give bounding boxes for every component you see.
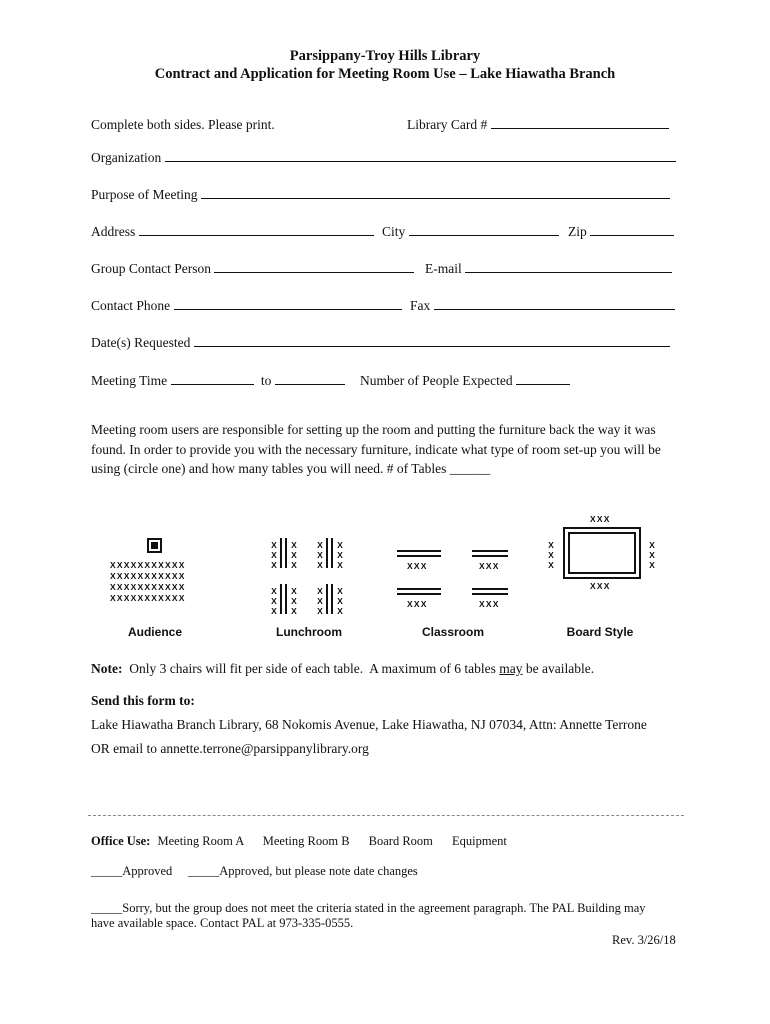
zip-field[interactable] — [568, 224, 674, 240]
fax-label: Fax — [410, 298, 431, 313]
classroom-chairs: XXX — [407, 561, 428, 571]
classroom-table — [397, 588, 441, 595]
office-equipment: Equipment — [452, 834, 507, 848]
dates-line[interactable] — [194, 335, 670, 347]
meeting-time-start-line[interactable] — [171, 373, 254, 385]
meeting-time-label: Meeting Time — [91, 373, 168, 388]
office-use-row — [91, 834, 507, 849]
audience-chairs — [110, 560, 186, 604]
email-field[interactable] — [425, 261, 672, 277]
office-room-a: Meeting Room A — [157, 834, 244, 848]
people-line[interactable] — [516, 373, 570, 385]
classroom-chairs: XXX — [479, 561, 500, 571]
setup-line-1: Meeting room users are responsible for setting up the room and putting the furniture back the way it was — [91, 422, 656, 437]
classroom-table — [397, 550, 441, 557]
meeting-time-field[interactable] — [91, 373, 345, 389]
purpose-line[interactable] — [201, 187, 670, 199]
form-subtitle: Contract and Application for Meeting Room Use – Lake Hiawatha Branch — [154, 66, 616, 82]
zip-line[interactable] — [590, 224, 674, 236]
email-line[interactable] — [465, 261, 672, 273]
contact-phone-label: Contact Phone — [91, 298, 171, 313]
dates-field[interactable] — [91, 335, 670, 351]
audience-row: XXXXXXXXXXX — [110, 560, 186, 570]
classroom-chairs: XXX — [407, 599, 428, 609]
to-label: to — [260, 373, 272, 388]
audience-row: XXXXXXXXXXX — [110, 571, 186, 581]
fax-line[interactable] — [434, 298, 675, 310]
organization-line[interactable] — [165, 150, 676, 162]
setup-line-3[interactable]: using (circle one) and how many tables you will need. # of Tables ______ — [91, 461, 491, 476]
classroom-option[interactable]: Classroom — [421, 625, 485, 639]
address-line[interactable] — [139, 224, 374, 236]
board-table — [563, 527, 641, 579]
audience-row: XXXXXXXXXXX — [110, 593, 186, 603]
library-card-label: Library Card # — [407, 117, 488, 132]
office-room-b: Meeting Room B — [262, 834, 350, 848]
board-chairs-right: X X X — [649, 540, 655, 570]
city-line[interactable] — [409, 224, 559, 236]
board-chairs-top: XXX — [590, 514, 611, 524]
audience-row: XXXXXXXXXXX — [110, 582, 186, 592]
classroom-chairs: XXX — [479, 599, 500, 609]
city-field[interactable] — [382, 224, 559, 240]
setup-paragraph — [91, 420, 691, 479]
send-address: Lake Hiawatha Branch Library, 68 Nokomis Avenue, Lake Hiawatha, NJ 07034, Attn: Annette Terrone — [91, 717, 647, 732]
purpose-label: Purpose of Meeting — [91, 187, 198, 202]
setup-line-2: found. In order to provide you with the necessary furniture, indicate what type of room set-up you will be — [91, 441, 661, 457]
note-may: may — [499, 661, 523, 676]
audience-option[interactable]: Audience — [127, 625, 182, 639]
send-email: OR email to annette.terrone@parsippanylibrary.org — [91, 741, 369, 756]
board-style-option[interactable]: Board Style — [566, 625, 634, 639]
fax-field[interactable] — [410, 298, 675, 314]
office-sorry-line-1: _____Sorry, but the group does not meet the criteria stated in the agreement paragraph. The PAL Building may — [91, 901, 646, 915]
zip-label: Zip — [568, 224, 587, 239]
form-title: Parsippany-Troy Hills Library — [289, 48, 481, 64]
group-contact-line[interactable] — [214, 261, 414, 273]
revision-date: Rev. 3/26/18 — [612, 933, 676, 947]
podium-icon — [147, 538, 162, 553]
instructions: Complete both sides. Please print. — [91, 117, 275, 132]
classroom-table — [472, 588, 508, 595]
classroom-table — [472, 550, 508, 557]
office-approved-changes: _____Approved, but please note date changes — [188, 864, 418, 878]
note-label: Note: — [91, 661, 123, 676]
address-label: Address — [91, 224, 136, 239]
note — [91, 661, 594, 677]
lunchroom-option[interactable]: Lunchroom — [276, 625, 342, 639]
city-label: City — [382, 224, 406, 239]
email-label: E-mail — [425, 261, 462, 276]
group-contact-field[interactable] — [91, 261, 414, 277]
office-sorry-line-2: have available space. Contact PAL at 973-335-0555. — [91, 916, 354, 930]
library-card-field[interactable] — [407, 117, 669, 133]
office-board-room: Board Room — [368, 834, 433, 848]
library-card-line[interactable] — [491, 117, 669, 129]
note-text-before: Only 3 chairs will fit per side of each table. A maximum of 6 tables — [122, 661, 500, 676]
board-chairs-bottom: XXX — [590, 581, 611, 591]
organization-label: Organization — [91, 150, 162, 165]
contact-phone-line[interactable] — [174, 298, 402, 310]
note-text-after: be available. — [522, 661, 595, 676]
purpose-field[interactable] — [91, 187, 670, 203]
organization-field[interactable] — [91, 150, 676, 166]
board-chairs-left: X X X — [548, 540, 554, 570]
meeting-time-end-line[interactable] — [275, 373, 345, 385]
divider — [88, 815, 684, 816]
people-label: Number of People Expected — [360, 373, 513, 388]
contact-phone-field[interactable] — [91, 298, 402, 314]
dates-label: Date(s) Requested — [91, 335, 191, 350]
send-heading: Send this form to: — [91, 693, 195, 708]
people-field[interactable] — [360, 373, 570, 389]
office-approved: _____Approved — [91, 864, 173, 878]
office-use-label: Office Use: — [91, 834, 151, 848]
address-field[interactable] — [91, 224, 374, 240]
group-contact-label: Group Contact Person — [91, 261, 211, 276]
